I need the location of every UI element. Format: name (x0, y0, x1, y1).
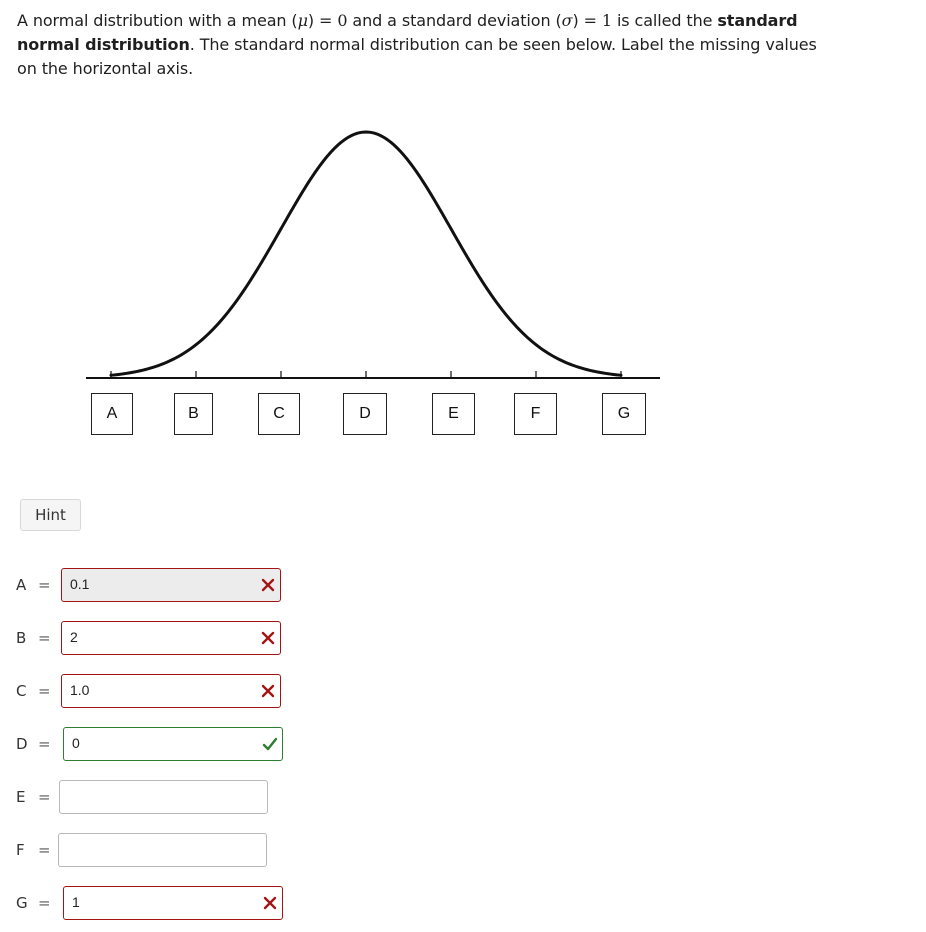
answer-row-a (0, 568, 300, 602)
axis-label-box-g (602, 393, 646, 435)
x-icon (260, 630, 276, 646)
axis-ticks (111, 371, 621, 378)
x-icon (260, 577, 276, 593)
answer-label: E (16, 788, 26, 806)
answer-label: B (16, 629, 27, 647)
axis-label-box-a (91, 393, 133, 435)
answer-row-g (0, 886, 300, 920)
answer-input-c[interactable] (61, 674, 281, 708)
answer-value: 1 (72, 894, 80, 910)
axis-label-e: E (448, 405, 459, 422)
axis-label-box-c (258, 393, 300, 435)
x-icon (260, 683, 276, 699)
prompt-text: and a standard deviation ( (347, 11, 562, 30)
sd-value: = 1 (583, 11, 612, 30)
equals-sign: = (38, 682, 51, 700)
prompt-text: A normal distribution with a mean ( (17, 11, 298, 30)
answer-label: C (16, 682, 27, 700)
answer-label: D (16, 735, 28, 753)
prompt-text: is called the (611, 11, 718, 30)
equals-sign: = (38, 894, 51, 912)
answer-row-f (0, 833, 300, 867)
answer-label: G (16, 894, 28, 912)
equals-sign: = (38, 576, 51, 594)
prompt-text: ) (307, 11, 320, 30)
answer-input-b[interactable] (61, 621, 281, 655)
equals-sign: = (38, 788, 51, 806)
bell-curve (111, 132, 621, 375)
answer-input-g[interactable] (63, 886, 283, 920)
normal-curve-figure (0, 0, 926, 460)
x-icon (262, 895, 278, 911)
answer-value: 1.0 (70, 682, 90, 698)
answer-value: 2 (70, 629, 78, 645)
equals-sign: = (38, 629, 51, 647)
answer-input-a[interactable] (61, 568, 281, 602)
normal-curve-svg (0, 0, 926, 460)
axis-label-box-e (432, 393, 475, 435)
answer-row-e (0, 780, 300, 814)
axis-label-b: B (188, 405, 199, 422)
prompt-text: . The standard normal distribution can be seen below. Label the missing values on the horizontal axis. (17, 35, 817, 78)
axis-label-box-b (174, 393, 213, 435)
axis-label-a: A (106, 405, 118, 422)
axis-label-c: C (273, 405, 285, 422)
axis-label-d: D (359, 405, 371, 422)
answer-row-d (0, 727, 300, 761)
mu-symbol: μ (297, 11, 308, 30)
answer-input-f[interactable] (58, 833, 267, 867)
answer-input-e[interactable] (59, 780, 268, 814)
hint-button[interactable] (20, 499, 81, 531)
mean-value: = 0 (319, 11, 348, 30)
hint-label: Hint (35, 506, 66, 524)
axis-label-box-d (343, 393, 387, 435)
check-icon (262, 736, 278, 752)
answer-row-c (0, 674, 300, 708)
answer-value: 0 (72, 735, 80, 751)
answer-label: F (16, 841, 25, 859)
answer-row-b (0, 621, 300, 655)
answer-input-d[interactable] (63, 727, 283, 761)
answer-value: 0.1 (70, 576, 90, 592)
equals-sign: = (38, 735, 51, 753)
axis-label-g: G (617, 405, 631, 422)
prompt-text: ) (572, 11, 584, 30)
axis-label-f: F (530, 405, 541, 422)
term-standard-normal: standard normal distribution (17, 11, 798, 54)
equals-sign: = (38, 841, 51, 859)
axis-label-box-f (514, 393, 557, 435)
answer-label: A (16, 576, 27, 594)
sigma-symbol: σ (561, 11, 573, 30)
